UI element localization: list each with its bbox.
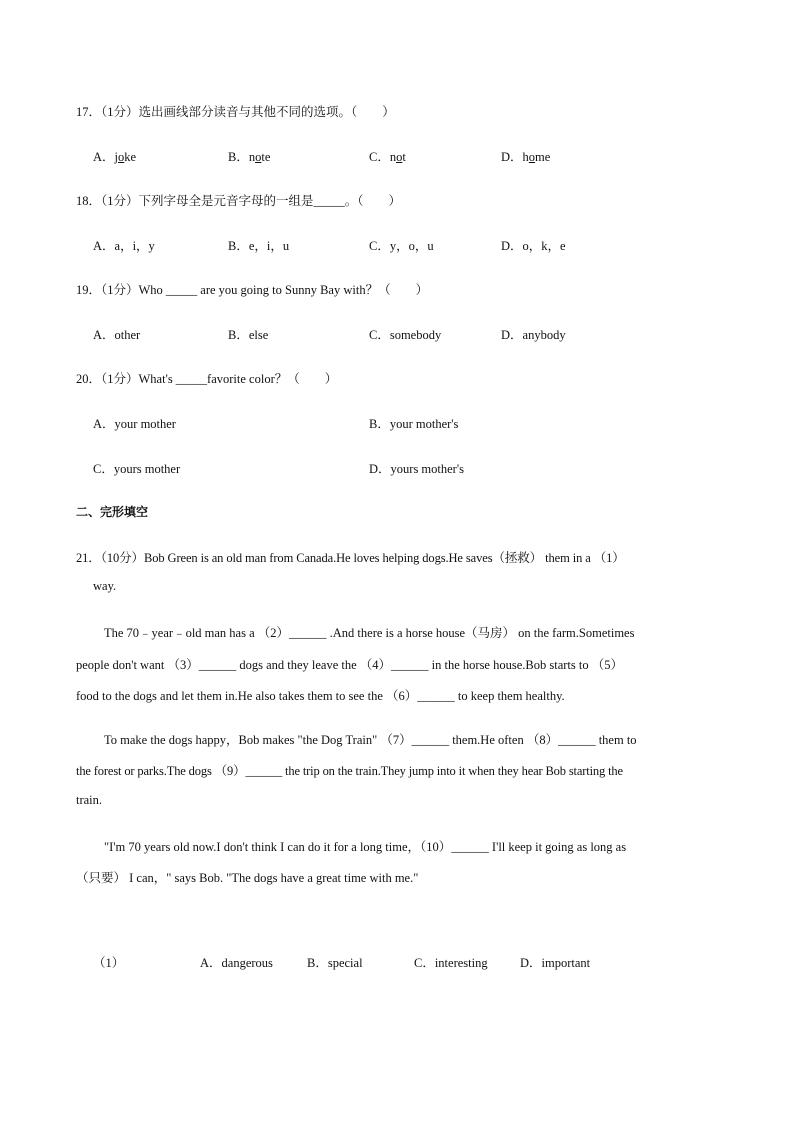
q19-option-c[interactable]: C．somebody: [369, 328, 442, 342]
passage-line: To make the dogs happy，Bob makes "the Dog Train" （7）______ them.He often （8）______ them to: [104, 733, 637, 747]
section-heading: 二、完形填空: [76, 505, 149, 519]
q21-1-option-c[interactable]: C．interesting: [414, 956, 488, 970]
q18-option-a[interactable]: A．a，i，y: [93, 239, 155, 253]
passage-line: food to the dogs and let them in.He also takes them to see the （6）______ to keep them healthy.: [76, 689, 565, 703]
q21-1-option-d[interactable]: D．important: [520, 956, 591, 970]
subquestion-number: （1）: [93, 956, 125, 970]
option-label: B．: [228, 150, 249, 164]
question-17-stem: 17．（1分）选出画线部分读音与其他不同的选项。（ ）: [76, 105, 395, 119]
q20-option-d[interactable]: D．yours mother's: [369, 462, 464, 476]
q20-option-c[interactable]: C．yours mother: [93, 462, 181, 476]
passage-line: train.: [76, 793, 103, 807]
q18-option-b[interactable]: B．e，i，u: [228, 239, 290, 253]
option-text: n: [248, 150, 256, 164]
q17-option-d[interactable]: [501, 147, 550, 165]
option-text: te: [261, 150, 271, 164]
option-text: n: [389, 150, 397, 164]
underlined-letter: o: [118, 150, 125, 164]
q19-option-a[interactable]: A．other: [93, 328, 141, 342]
passage-line: "I'm 70 years old now.I don't think I can do it for a long time，（10）______ I'll keep it going as long as: [104, 840, 627, 854]
q21-1-option-b[interactable]: B．special: [307, 956, 363, 970]
question-20-stem: 20．（1分）What's _____favorite color？（ ）: [76, 372, 338, 386]
question-19-stem: 19．（1分）Who _____ are you going to Sunny Bay with？（ ）: [76, 283, 429, 297]
passage-line: 21．（10分）Bob Green is an old man from Canada.He loves helping dogs.He saves（拯救） them in a （1）: [76, 551, 625, 565]
q19-option-d[interactable]: D．anybody: [501, 328, 566, 342]
q21-1-option-a[interactable]: A．dangerous: [200, 956, 273, 970]
q17-option-b[interactable]: [228, 147, 270, 165]
q18-option-c[interactable]: C．y，o，u: [369, 239, 434, 253]
q19-option-b[interactable]: B．else: [228, 328, 269, 342]
q17-option-a[interactable]: [93, 147, 136, 165]
underlined-letter: o: [255, 150, 262, 164]
passage-line: the forest or parks.The dogs （9）______ the trip on the train.They jump into it when they hear Bob starting the: [76, 764, 623, 778]
option-label: C．: [369, 150, 390, 164]
passage-line: The 70﹣year﹣old man has a （2）______ .And there is a horse house（马房） on the farm.Sometimes: [104, 626, 635, 640]
option-text: me: [535, 150, 551, 164]
q18-option-d[interactable]: D．o，k，e: [501, 239, 566, 253]
underlined-letter: o: [528, 150, 536, 164]
q17-option-c[interactable]: [369, 147, 406, 165]
q20-option-a[interactable]: A．your mother: [93, 417, 176, 431]
option-text: j: [114, 150, 119, 164]
option-text: t: [402, 150, 406, 164]
q20-option-b[interactable]: B．your mother's: [369, 417, 459, 431]
underlined-letter: o: [396, 150, 403, 164]
option-label: D．: [501, 150, 523, 164]
option-text: h: [522, 150, 529, 164]
passage-line: way.: [93, 579, 117, 593]
question-18-stem: 18．（1分）下列字母全是元音字母的一组是_____。（ ）: [76, 194, 402, 208]
option-text: ke: [124, 150, 137, 164]
passage-line: people don't want （3）______ dogs and they leave the （4）______ in the horse house.Bob starts to （5）: [76, 658, 623, 672]
passage-line: （只要） I can，" says Bob. "The dogs have a great time with me.": [76, 871, 419, 885]
option-label: A．: [93, 150, 115, 164]
